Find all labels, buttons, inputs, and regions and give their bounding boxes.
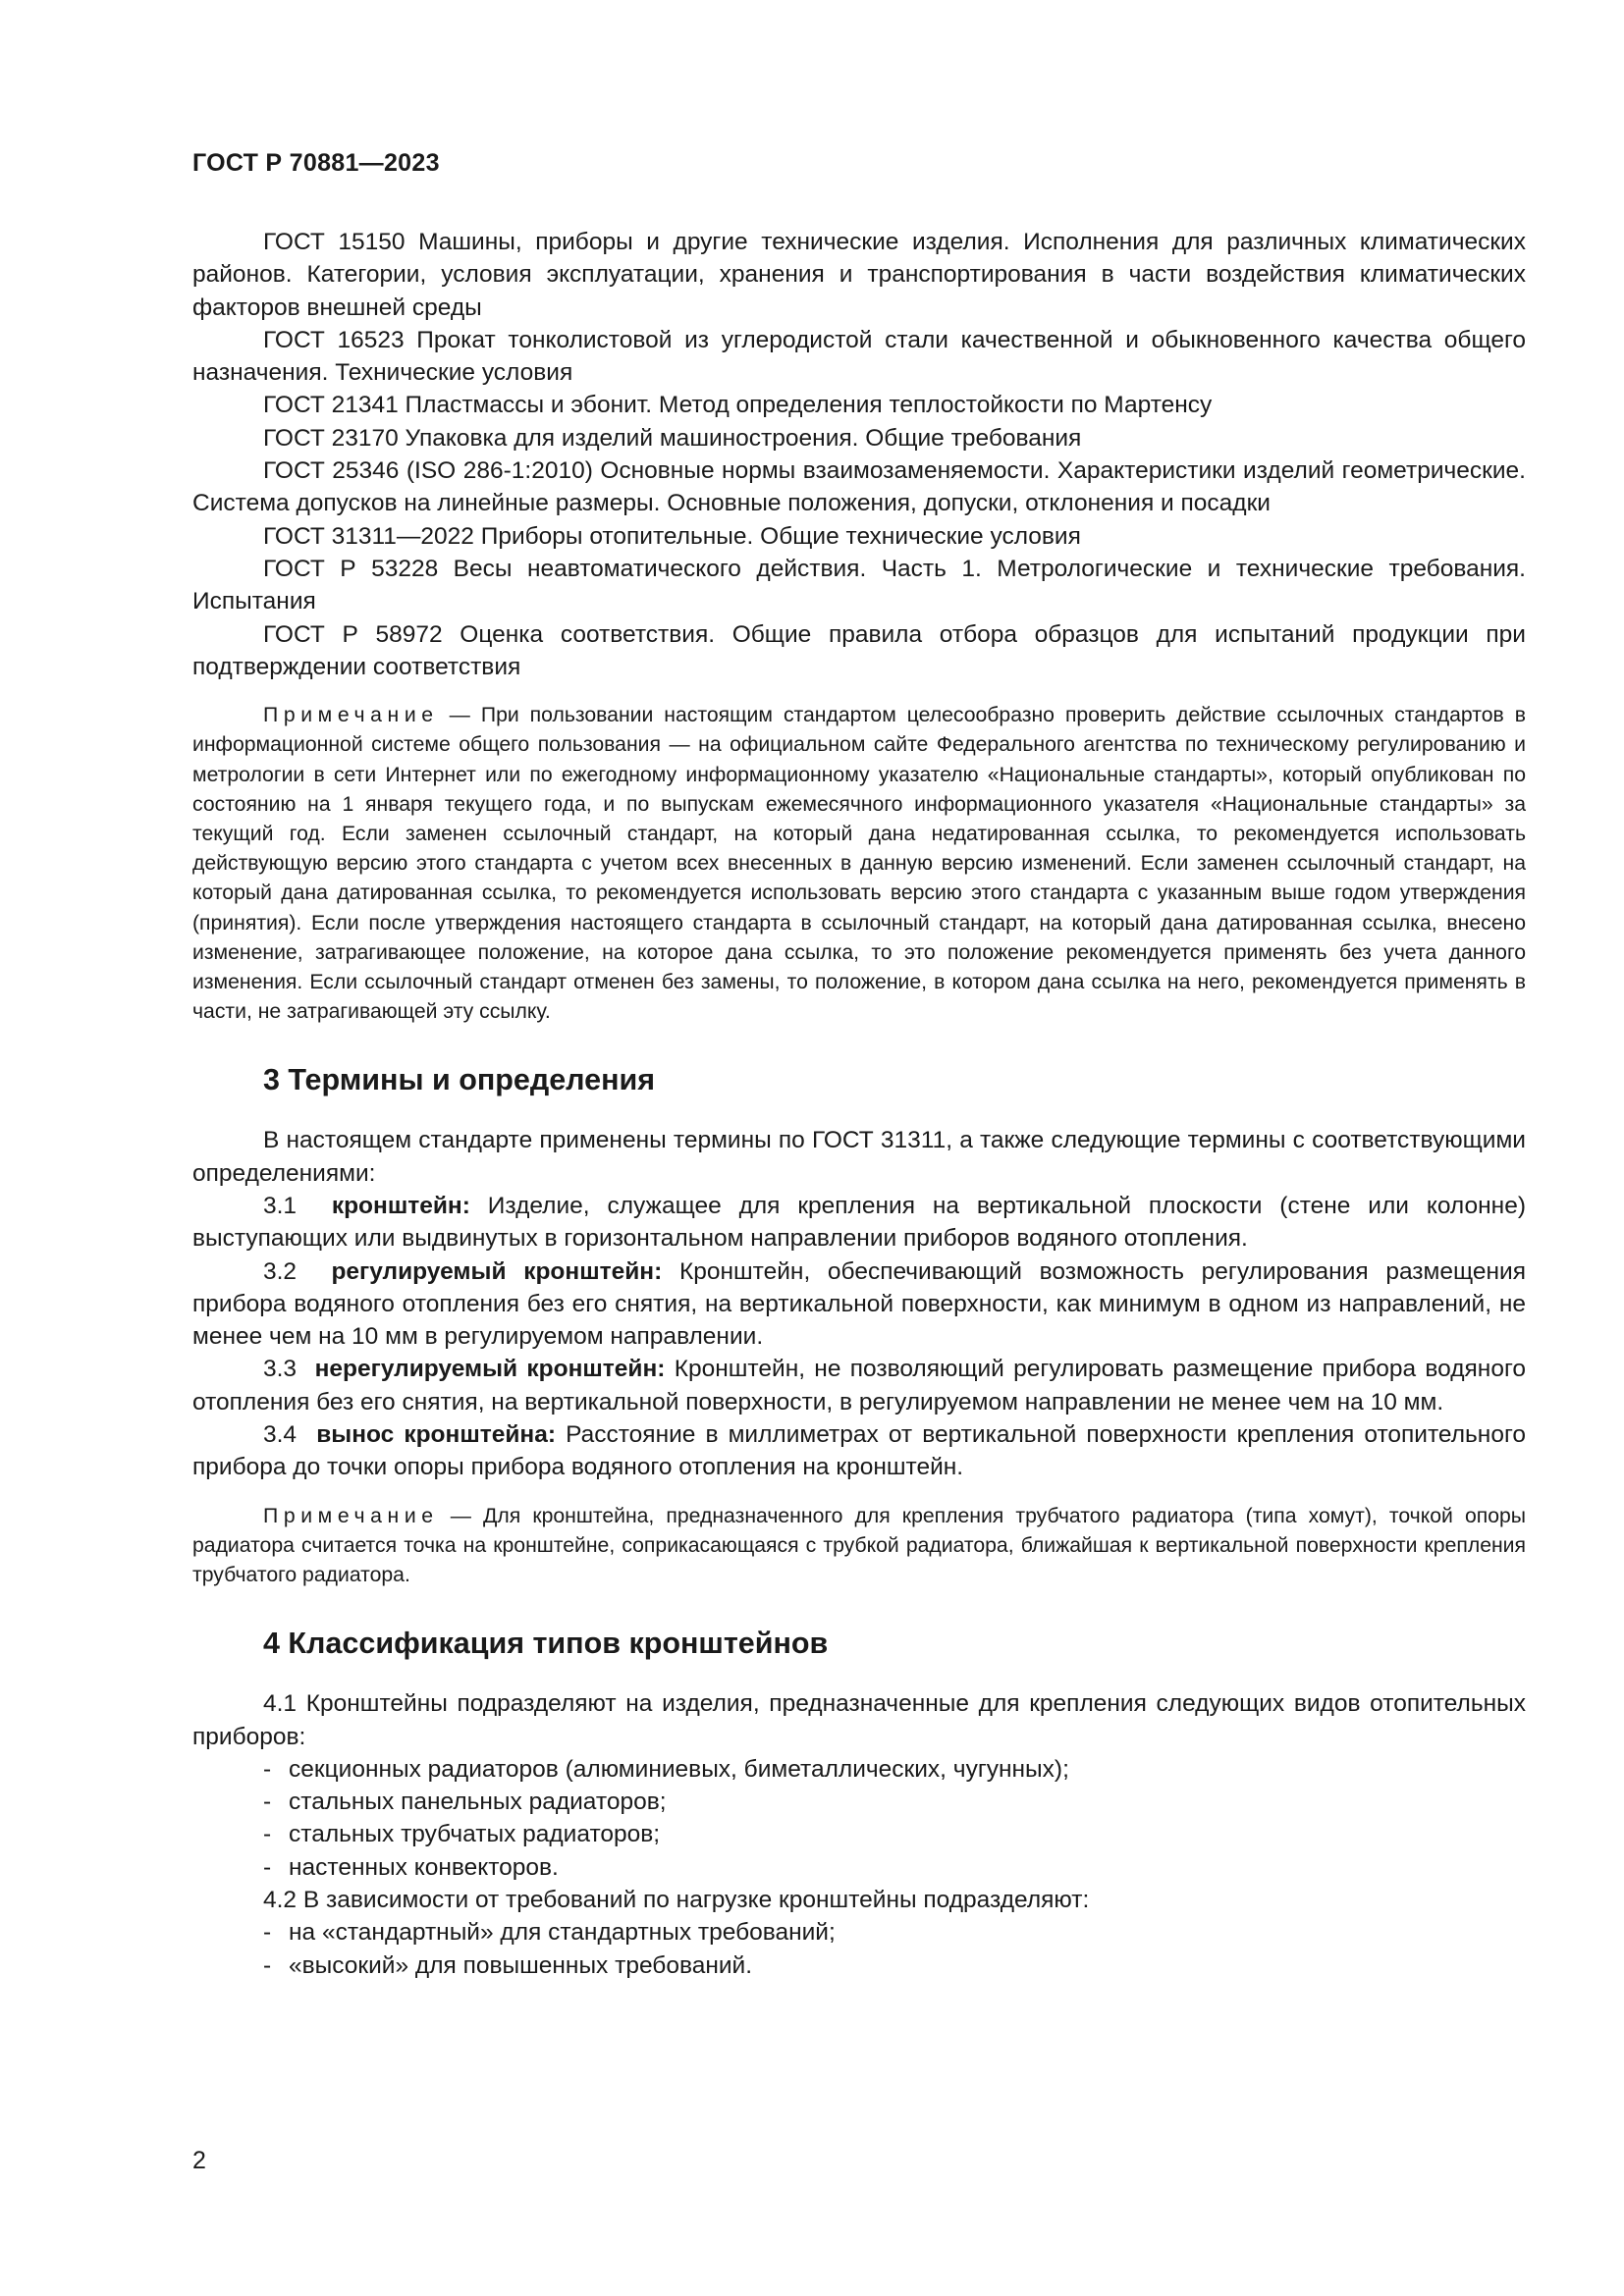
term-definition: Изделие, служащее для крепления на вертикальной плоскости (стене или колонне) выступающих или выдвинутых в горизонтальном направлении приборов водяного отопления. <box>192 1192 1526 1253</box>
list-item: - «высокий» для повышенных требований. <box>263 1951 753 1979</box>
term-name: кронштейн: <box>331 1192 470 1219</box>
term-3-2 <box>192 1255 1526 1354</box>
term-definition: Кронштейн, обеспечивающий возможность регулирования размещения прибора водяного отопления без его снятия, на вертикальной поверхности, как минимум в одном из направлений, не менее чем на 10 мм в регулируемом направлении. <box>192 1257 1526 1351</box>
list-item: - настенных конвекторов. <box>263 1853 559 1881</box>
list-item: - стальных трубчатых радиаторов; <box>263 1821 661 1848</box>
term-number: 3.1 <box>263 1192 298 1219</box>
clause-4-2: 4.2 В зависимости от требований по нагрузке кронштейны подразделяют: <box>263 1887 1090 1914</box>
term-3-1 <box>192 1190 1526 1255</box>
references-note <box>192 701 1526 1027</box>
list-item: - на «стандартный» для стандартных требований; <box>263 1919 836 1947</box>
reference-item: ГОСТ 16523 Прокат тонколистовой из углеродистой стали качественной и обыкновенного качества общего назначения. Технические условия <box>192 326 1526 387</box>
reference-item: ГОСТ 15150 Машины, приборы и другие технические изделия. Исполнения для различных климатических районов. Категории, условия эксплуатации, хранения и транспортирования в части воздействия климатических факторов внешней среды <box>192 229 1526 321</box>
heater-types-list <box>192 1753 1526 1884</box>
note-label: Примечание <box>263 704 439 727</box>
list-item: - секционных радиаторов (алюминиевых, биметаллических, чугунных); <box>263 1755 1069 1783</box>
term-name: регулируемый кронштейн: <box>331 1257 663 1285</box>
document-body <box>192 226 1526 1982</box>
note-text: — Для кронштейна, предназначенного для крепления трубчатого радиатора (типа хомут), точкой опоры радиатора считается точка на кронштейне, соприкасающаяся с трубкой радиатора, ближайшая к вертикальной поверхности крепления трубчатого радиатора. <box>192 1504 1526 1587</box>
load-types-list <box>192 1916 1526 1982</box>
term-number: 3.4 <box>263 1421 298 1449</box>
section-3-note <box>192 1502 1526 1591</box>
page-number: 2 <box>192 2147 206 2174</box>
list-item: - стальных панельных радиаторов; <box>263 1789 667 1816</box>
term-definition: Кронштейн, не позволяющий регулировать размещение прибора водяного отопления без его снятия, на вертикальной поверхности, в регулируемом направлении не менее чем на 10 мм. <box>192 1356 1526 1415</box>
normative-references <box>192 226 1526 683</box>
term-name: вынос кронштейна: <box>316 1421 557 1449</box>
note-text: — При пользовании настоящим стандартом целесообразно проверить действие ссылочных стандартов в информационной системе общего пользования — на официальном сайте Федерального агентства по техническому регулированию и метрологии в сети Интернет или по ежегодному информационному указателю «Национальные стандарты», который опубликован по состоянию на 1 января текущего года, и по выпускам ежемесячного информационного указателя «Национальные стандарты» за текущий год. Если заменен ссылочный стандарт, на который дана недатированная ссылка, то рекомендуется использовать действующую версию этого стандарта с учетом всех внесенных в данную версию изменений. Если заменен ссылочный стандарт, на который дана датированная ссылка, то рекомендуется использовать версию этого стандарта с указанным выше годом утверждения (принятия). Если после утверждения настоящего стандарта в ссылочный стандарт, на который дана датированная ссылка, внесено изменение, затрагивающее положение, на которое дана ссылка, то это положение рекомендуется применять без учета данного изменения. Если ссылочный стандарт отменен без замены, то положение, в котором дана ссылка на него, рекомендуется применять в части, не затрагивающей эту ссылку. <box>192 704 1526 1024</box>
clause-4-1: 4.1 Кронштейны подразделяют на изделия, предназначенные для крепления следующих видов отопительных приборов: <box>192 1690 1526 1750</box>
reference-item: ГОСТ Р 58972 Оценка соответствия. Общие правила отбора образцов для испытаний продукции при подтверждении соответствия <box>192 620 1526 680</box>
term-3-3 <box>192 1353 1526 1418</box>
document-header: ГОСТ Р 70881—2023 <box>192 149 440 177</box>
term-number: 3.2 <box>263 1257 298 1285</box>
note-label: Примечание <box>263 1504 439 1527</box>
section-4-title: 4 Классификация типов кронштейнов <box>263 1627 829 1661</box>
reference-item: ГОСТ 21341 Пластмассы и эбонит. Метод определения теплостойкости по Мартенсу <box>263 392 1213 419</box>
reference-item: ГОСТ 23170 Упаковка для изделий машиностроения. Общие требования <box>263 424 1082 452</box>
term-number: 3.3 <box>263 1356 298 1383</box>
reference-item: ГОСТ Р 53228 Весы неавтоматического действия. Часть 1. Метрологические и технические требования. Испытания <box>192 555 1526 615</box>
term-definition: Расстояние в миллиметрах от вертикальной поверхности крепления отопительного прибора до точки опоры прибора водяного отопления на кронштейн. <box>192 1421 1526 1481</box>
section-3-intro: В настоящем стандарте применены термины по ГОСТ 31311, а также следующие термины с соответствующими определениями: <box>192 1127 1526 1187</box>
reference-item: ГОСТ 31311—2022 Приборы отопительные. Общие технические условия <box>263 522 1081 550</box>
term-3-4 <box>192 1418 1526 1484</box>
term-name: нерегулируемый кронштейн: <box>314 1356 666 1383</box>
reference-item: ГОСТ 25346 (ISO 286-1:2010) Основные нормы взаимозаменяемости. Характеристики изделий геометрические. Система допусков на линейные размеры. Основные положения, допуски, отклонения и посадки <box>192 457 1526 517</box>
section-3-title: 3 Термины и определения <box>263 1063 656 1097</box>
